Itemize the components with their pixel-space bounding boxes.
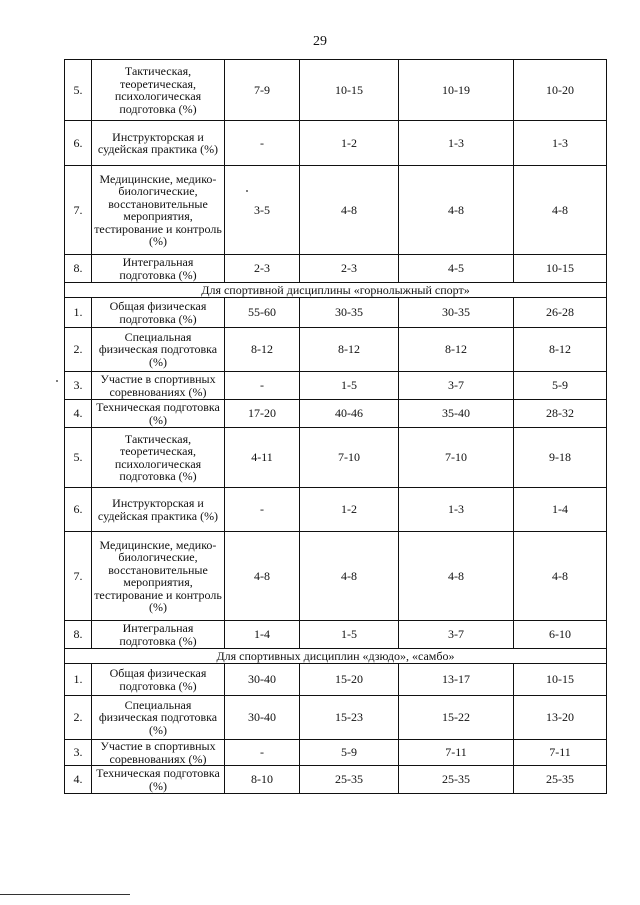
value-cell: 4-11 [225, 428, 300, 488]
table-row [65, 621, 607, 649]
value-cell: 28-32 [514, 400, 607, 428]
value-cell: 1-3 [514, 121, 607, 166]
scan-dot [56, 380, 58, 382]
activity-name: Техническая подготовка (%) [92, 400, 225, 428]
value-cell: 17-20 [225, 400, 300, 428]
table-row [65, 328, 607, 372]
value-cell: 15-20 [300, 664, 399, 696]
value-cell: - [225, 740, 300, 766]
value-cell: 8-10 [225, 766, 300, 794]
table-row [65, 532, 607, 621]
activity-name: Участие в спортивных соревнованиях (%) [92, 372, 225, 400]
value-cell: 5-9 [514, 372, 607, 400]
section-title: Для спортивной дисциплины «горнолыжный спорт» [65, 283, 607, 298]
activity-name: Специальная физическая подготовка (%) [92, 328, 225, 372]
value-cell: 25-35 [399, 766, 514, 794]
row-number: 8. [65, 621, 92, 649]
row-number: 6. [65, 121, 92, 166]
table-row [65, 400, 607, 428]
activity-name: Интегральная подготовка (%) [92, 255, 225, 283]
value-cell: 4-8 [399, 532, 514, 621]
value-cell: 30-40 [225, 664, 300, 696]
footer-rule [0, 894, 130, 895]
value-cell: 7-10 [300, 428, 399, 488]
value-cell: 1-4 [225, 621, 300, 649]
table-row [65, 740, 607, 766]
value-cell: 8-12 [300, 328, 399, 372]
table-row [65, 372, 607, 400]
value-cell: 9-18 [514, 428, 607, 488]
value-cell: 1-5 [300, 372, 399, 400]
value-cell: 5-9 [300, 740, 399, 766]
value-cell: 10-15 [514, 255, 607, 283]
value-cell: 3-7 [399, 621, 514, 649]
value-cell: 4-8 [399, 166, 514, 255]
page-number: 29 [313, 34, 327, 49]
row-number: 1. [65, 664, 92, 696]
activity-name: Техническая подготовка (%) [92, 766, 225, 794]
table-row [65, 488, 607, 532]
value-cell: 40-46 [300, 400, 399, 428]
table-row [65, 428, 607, 488]
value-cell: 2-3 [225, 255, 300, 283]
table-row [65, 121, 607, 166]
value-cell: 35-40 [399, 400, 514, 428]
activity-name: Медицинские, медико-биологические, восстановительные мероприятия, тестирование и контроль (%) [92, 532, 225, 621]
value-cell: 7-10 [399, 428, 514, 488]
value-cell: 4-8 [514, 166, 607, 255]
value-cell: 7-11 [514, 740, 607, 766]
section-row [65, 283, 607, 298]
value-cell: 15-22 [399, 696, 514, 740]
activity-name: Интегральная подготовка (%) [92, 621, 225, 649]
value-cell: 26-28 [514, 298, 607, 328]
value-cell: - [225, 488, 300, 532]
activity-name: Общая физическая подготовка (%) [92, 298, 225, 328]
table-row [65, 255, 607, 283]
value-cell: 6-10 [514, 621, 607, 649]
value-cell: 10-19 [399, 60, 514, 121]
value-cell: 4-8 [300, 166, 399, 255]
row-number: 3. [65, 740, 92, 766]
value-cell: - [225, 121, 300, 166]
value-cell: 4-8 [225, 532, 300, 621]
value-cell: 15-23 [300, 696, 399, 740]
table-row [65, 298, 607, 328]
value-cell: 13-20 [514, 696, 607, 740]
scan-dot [246, 190, 248, 192]
row-number: 6. [65, 488, 92, 532]
activity-name: Участие в спортивных соревнованиях (%) [92, 740, 225, 766]
row-number: 4. [65, 400, 92, 428]
row-number: 1. [65, 298, 92, 328]
value-cell: 10-15 [300, 60, 399, 121]
table-row [65, 766, 607, 794]
value-cell: 4-5 [399, 255, 514, 283]
value-cell: 7-9 [225, 60, 300, 121]
value-cell: 2-3 [300, 255, 399, 283]
value-cell: 1-2 [300, 488, 399, 532]
value-cell: 3-7 [399, 372, 514, 400]
section-title: Для спортивных дисциплин «дзюдо», «самбо» [65, 649, 607, 664]
value-cell: 8-12 [514, 328, 607, 372]
value-cell: 30-35 [399, 298, 514, 328]
value-cell: 30-40 [225, 696, 300, 740]
activity-name: Тактическая, теоретическая, психологическая подготовка (%) [92, 428, 225, 488]
activity-name: Инструкторская и судейская практика (%) [92, 488, 225, 532]
value-cell: 10-15 [514, 664, 607, 696]
table-row [65, 166, 607, 255]
value-cell: 7-11 [399, 740, 514, 766]
section-row [65, 649, 607, 664]
value-cell: 4-8 [514, 532, 607, 621]
activity-name: Специальная физическая подготовка (%) [92, 696, 225, 740]
row-number: 8. [65, 255, 92, 283]
value-cell: 8-12 [399, 328, 514, 372]
value-cell: 10-20 [514, 60, 607, 121]
row-number: 3. [65, 372, 92, 400]
value-cell: 55-60 [225, 298, 300, 328]
activity-name: Тактическая, теоретическая, психологическая подготовка (%) [92, 60, 225, 121]
row-number: 7. [65, 166, 92, 255]
value-cell: 30-35 [300, 298, 399, 328]
training-distribution-table [64, 59, 607, 794]
row-number: 5. [65, 60, 92, 121]
row-number: 2. [65, 328, 92, 372]
value-cell: 25-35 [300, 766, 399, 794]
value-cell: 3-5 [225, 166, 300, 255]
value-cell: - [225, 372, 300, 400]
value-cell: 1-3 [399, 488, 514, 532]
table-row [65, 60, 607, 121]
activity-name: Инструкторская и судейская практика (%) [92, 121, 225, 166]
activity-name: Медицинские, медико-биологические, восстановительные мероприятия, тестирование и контроль (%) [92, 166, 225, 255]
value-cell: 25-35 [514, 766, 607, 794]
row-number: 2. [65, 696, 92, 740]
row-number: 4. [65, 766, 92, 794]
table-row [65, 696, 607, 740]
table-row [65, 664, 607, 696]
value-cell: 4-8 [300, 532, 399, 621]
activity-name: Общая физическая подготовка (%) [92, 664, 225, 696]
row-number: 5. [65, 428, 92, 488]
value-cell: 1-3 [399, 121, 514, 166]
value-cell: 8-12 [225, 328, 300, 372]
value-cell: 13-17 [399, 664, 514, 696]
value-cell: 1-5 [300, 621, 399, 649]
value-cell: 1-4 [514, 488, 607, 532]
row-number: 7. [65, 532, 92, 621]
value-cell: 1-2 [300, 121, 399, 166]
